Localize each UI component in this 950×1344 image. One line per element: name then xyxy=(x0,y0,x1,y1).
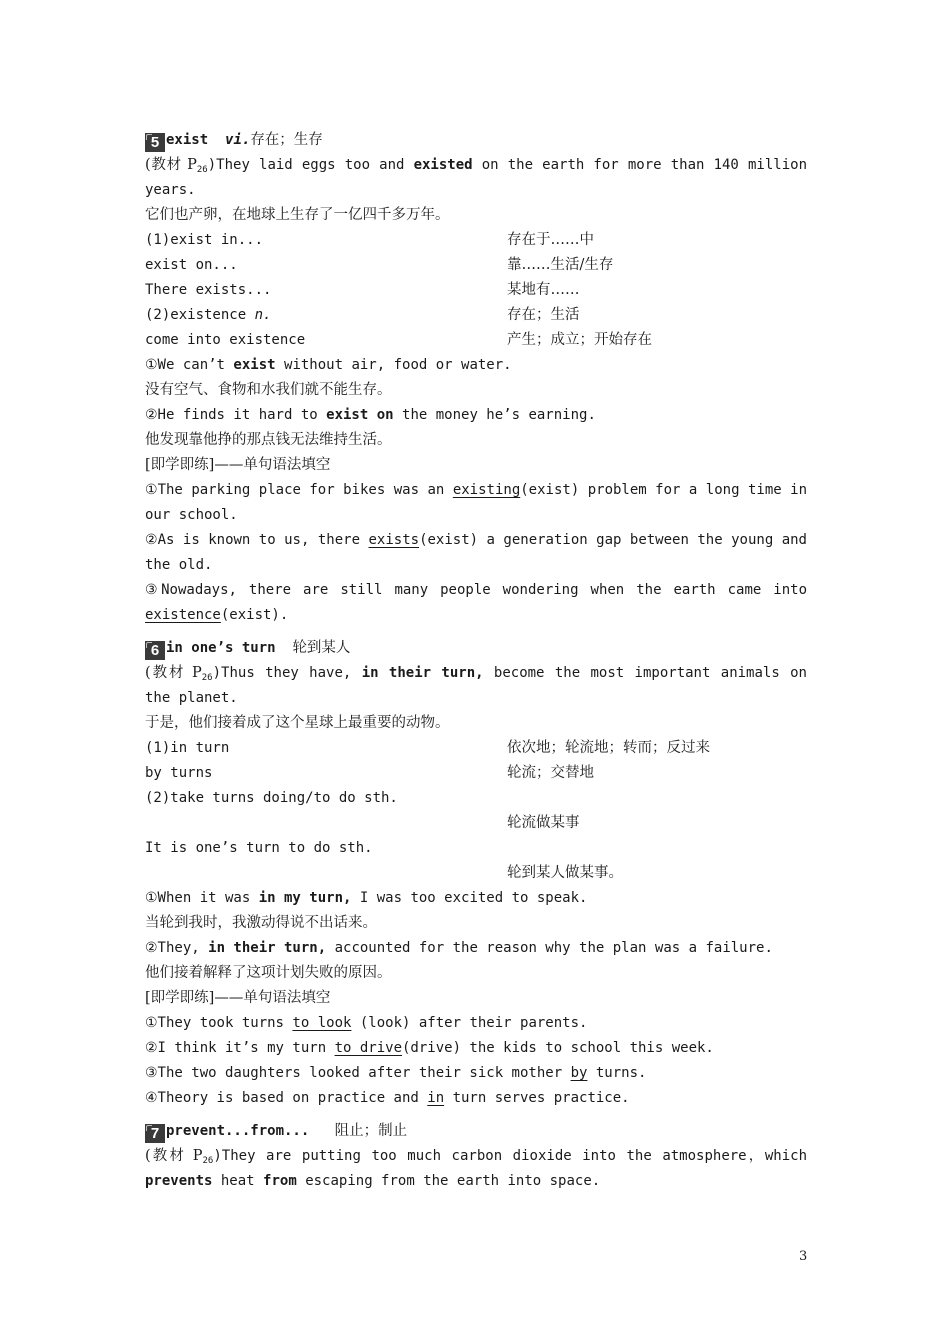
page-number: 3 xyxy=(799,1249,808,1264)
question-text: ②As is known to us, there xyxy=(145,532,361,548)
phrase-cn: 轮流；交替地 xyxy=(507,765,594,781)
question-text: turn serves practice. xyxy=(452,1090,630,1106)
question-text: ③The two daughters looked after their sick mother xyxy=(145,1065,563,1081)
source-suffix: ) xyxy=(213,1148,222,1164)
practice-question-cont: our school. xyxy=(145,507,238,523)
example-text-cont: years. xyxy=(145,182,196,198)
practice-question-cont: the old. xyxy=(145,557,213,573)
example-keyword: from xyxy=(263,1173,297,1189)
example-translation: 于是，他们接着成了这个星球上最重要的动物。 xyxy=(145,715,450,731)
phrase-row xyxy=(145,761,807,786)
practice-question xyxy=(145,478,807,503)
phrase-cn: 某地有…… xyxy=(507,282,580,298)
phrase-row xyxy=(145,228,807,253)
phrase-row xyxy=(145,278,807,303)
practice-question xyxy=(145,1061,807,1086)
sentence-text: ②They, xyxy=(145,940,200,956)
part-of-speech: vi. xyxy=(225,132,251,148)
source-page: 26 xyxy=(201,673,213,683)
sentence-text: accounted for the reason why the plan was a failure. xyxy=(334,940,773,956)
phrase-row xyxy=(145,253,807,278)
source-page: 26 xyxy=(196,165,208,175)
question-text: ①The parking place for bikes was an xyxy=(145,482,445,498)
sample-sentence xyxy=(145,936,807,961)
sentence-text: without air, food or water. xyxy=(284,357,512,373)
example-text: They are putting too much carbon dioxide into the atmosphere，which xyxy=(221,1148,807,1164)
question-text: turns. xyxy=(595,1065,647,1081)
section-7-number-icon: 7 xyxy=(145,1124,165,1143)
sentence-text: ②He finds it hard to xyxy=(145,407,318,423)
sentence-text: ①We can’t xyxy=(145,357,225,373)
answer-blank: in xyxy=(427,1090,445,1106)
section-5-number-icon: 5 xyxy=(145,133,165,152)
answer-blank: by xyxy=(570,1065,588,1081)
practice-question xyxy=(145,528,807,553)
headword: prevent...from... xyxy=(166,1123,310,1139)
phrase-row xyxy=(145,303,807,328)
example-text: on the earth for more than 140 million xyxy=(481,157,807,173)
sample-sentence xyxy=(145,403,807,428)
phrase-cn: 依次地；轮流地；转而；反过来 xyxy=(507,740,710,756)
phrase-cn: 产生；成立；开始存在 xyxy=(507,332,652,348)
headword-meaning: 阻止；制止 xyxy=(334,1123,408,1139)
example-text-cont: the planet. xyxy=(145,690,238,706)
sample-translation: 没有空气、食物和水我们就不能生存。 xyxy=(145,382,392,398)
example-text: heat xyxy=(220,1173,255,1189)
phrase-en: by turns xyxy=(145,765,213,781)
phrase-cn: 轮流做某事 xyxy=(507,815,580,831)
phrase-cn: 存在；生活 xyxy=(507,307,580,323)
practice-heading: [即学即练]——单句语法填空 xyxy=(145,990,331,1006)
sentence-keyword: exist xyxy=(233,357,276,373)
practice-question xyxy=(145,1086,807,1111)
section-6-heading xyxy=(145,636,807,661)
example-text-cont xyxy=(145,1169,807,1194)
phrase-en: (1)in turn xyxy=(145,740,230,756)
headword: exist xyxy=(166,132,209,148)
example-translation: 它们也产卵，在地球上生存了一亿四千多万年。 xyxy=(145,207,450,223)
source-prefix: (教材 P xyxy=(145,1148,203,1164)
example-text: Thus they have, xyxy=(221,665,352,681)
practice-question xyxy=(145,1011,807,1036)
question-text: (drive) the kids to school this week. xyxy=(402,1040,714,1056)
sample-translation: 他发现靠他挣的那点钱无法维持生活。 xyxy=(145,432,392,448)
example-keyword: existed xyxy=(413,157,473,173)
sample-sentence xyxy=(145,353,807,378)
phrase-en: There exists... xyxy=(145,282,272,298)
phrase-row xyxy=(145,328,807,353)
sentence-text: I was too excited to speak. xyxy=(359,890,588,906)
part-of-speech: n. xyxy=(254,307,272,323)
source-suffix: ) xyxy=(212,665,222,681)
headword-meaning: 轮到某人 xyxy=(292,640,351,656)
answer-blank: exists xyxy=(368,532,420,548)
question-text: (exist) a generation gap between the young and xyxy=(419,532,807,548)
practice-question-cont xyxy=(145,603,807,628)
practice-question xyxy=(145,1036,807,1061)
example-text: become the most important animals on xyxy=(493,665,807,681)
section-7-heading xyxy=(145,1119,807,1144)
question-text: ④Theory is based on practice and xyxy=(145,1090,419,1106)
question-text: (exist). xyxy=(220,607,289,623)
phrase-cn: 轮到某人做某事。 xyxy=(507,865,623,881)
source-suffix: ) xyxy=(207,157,217,173)
phrase-en: exist on... xyxy=(145,257,238,273)
phrase-cn-row xyxy=(145,811,807,836)
phrase-en-row: (2)take turns doing/to do sth. xyxy=(145,790,398,806)
question-text: (exist) problem for a long time in xyxy=(520,482,807,498)
question-text: ①They took turns xyxy=(145,1015,284,1031)
phrase-en-row: It is one’s turn to do sth. xyxy=(145,840,373,856)
phrase-en: (2)existence xyxy=(145,307,247,323)
sentence-keyword: exist on xyxy=(326,407,394,423)
sentence-keyword: in their turn, xyxy=(208,940,327,956)
headword: in one’s turn xyxy=(166,640,276,656)
example-keyword: in their turn, xyxy=(361,665,484,681)
source-page: 26 xyxy=(202,1156,214,1166)
question-text: ②I think it’s my turn xyxy=(145,1040,327,1056)
practice-heading: [即学即练]——单句语法填空 xyxy=(145,457,331,473)
source-prefix: (教材 P xyxy=(145,665,202,681)
sample-translation: 当轮到我时，我激动得说不出话来。 xyxy=(145,915,377,931)
headword-meaning: 存在；生存 xyxy=(250,132,323,148)
phrase-cn: 靠……生活/生存 xyxy=(507,257,614,273)
example-text: escaping from the earth into space. xyxy=(305,1173,601,1189)
textbook-example xyxy=(145,661,807,686)
example-keyword: prevents xyxy=(145,1173,213,1189)
answer-blank: to look xyxy=(292,1015,352,1031)
source-prefix: (教材 P xyxy=(145,157,197,173)
phrase-en: (1)exist in... xyxy=(145,232,264,248)
example-text: They laid eggs too and xyxy=(216,157,405,173)
textbook-example xyxy=(145,153,807,178)
sentence-keyword: in my turn, xyxy=(258,890,352,906)
answer-blank: existence xyxy=(145,607,221,623)
phrase-cn: 存在于……中 xyxy=(507,232,594,248)
document-page xyxy=(145,128,807,1194)
section-5-heading xyxy=(145,128,807,153)
section-6-number-icon: 6 xyxy=(145,641,165,660)
sentence-text: the money he’s earning. xyxy=(402,407,596,423)
phrase-row xyxy=(145,736,807,761)
sentence-text: ①When it was xyxy=(145,890,251,906)
answer-blank: existing xyxy=(452,482,521,498)
textbook-example xyxy=(145,1144,807,1169)
question-text: (look) after their parents. xyxy=(359,1015,588,1031)
phrase-en: come into existence xyxy=(145,332,306,348)
sample-translation: 他们接着解释了这项计划失败的原因。 xyxy=(145,965,392,981)
practice-question: ③Nowadays, there are still many people wondering when the earth came into xyxy=(145,582,807,598)
phrase-cn-row xyxy=(145,861,807,886)
answer-blank: to drive xyxy=(334,1040,402,1056)
sample-sentence xyxy=(145,886,807,911)
